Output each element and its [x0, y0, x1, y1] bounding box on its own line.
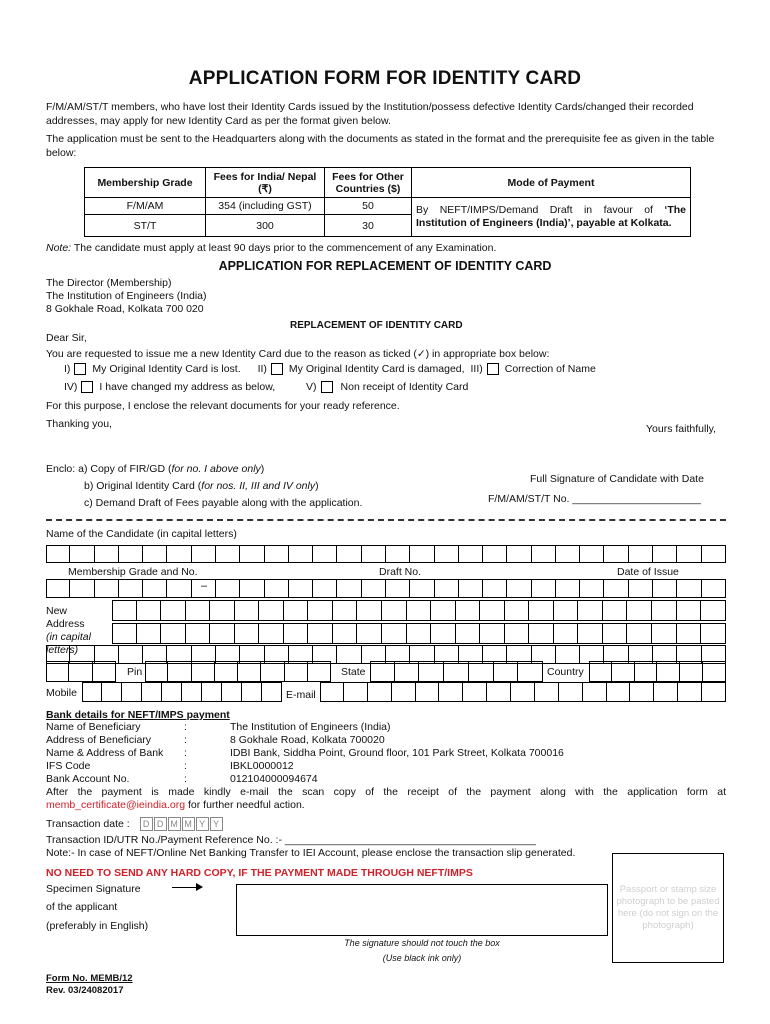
char-cell[interactable] — [238, 661, 261, 682]
transaction-date-field[interactable] — [140, 817, 224, 831]
reason-number: III) — [470, 363, 483, 375]
char-cell[interactable] — [242, 682, 262, 702]
char-cell[interactable] — [444, 661, 469, 682]
intro-paragraph-2: The application must be sent to the Headquarters along with the documents as stated in the format and the prerequisite fee as given in the table below: — [46, 133, 715, 159]
salutation: Dear Sir, — [46, 332, 87, 344]
subject-heading: REPLACEMENT OF IDENTITY CARD — [290, 320, 463, 331]
char-cell[interactable] — [469, 661, 494, 682]
char-cell[interactable] — [419, 661, 444, 682]
char-cell[interactable] — [357, 600, 382, 621]
char-cell[interactable] — [431, 600, 456, 621]
address-grid-2[interactable] — [112, 623, 726, 644]
char-cell[interactable] — [93, 661, 116, 682]
char-cell[interactable] — [145, 661, 168, 682]
char-cell[interactable] — [362, 545, 386, 563]
char-cell[interactable] — [507, 579, 531, 598]
pin-label: Pin — [127, 666, 143, 678]
char-cell[interactable] — [652, 623, 677, 644]
date-box[interactable]: D — [154, 817, 167, 831]
enclosure-text: a) Copy of FIR/GD ( — [78, 463, 172, 475]
no-hard-copy-notice: NO NEED TO SEND ANY HARD COPY, IF THE PAYMENT MADE THROUGH NEFT/IMPS — [46, 867, 473, 879]
date-box[interactable]: Y — [196, 817, 209, 831]
reason-label: Non receipt of Identity Card — [340, 381, 469, 393]
char-cell[interactable] — [653, 579, 677, 598]
fee-cell: ST/T — [85, 215, 206, 237]
date-box[interactable]: M — [182, 817, 195, 831]
transaction-date-row — [46, 817, 224, 831]
char-cell[interactable] — [186, 600, 211, 621]
bank-value: 012104000094674 — [230, 773, 318, 785]
arrow-head-icon — [196, 883, 203, 891]
full-signature-label: Full Signature of Candidate with Date — [530, 473, 704, 485]
char-cell[interactable] — [333, 623, 358, 644]
enclosure-text: b) Original Identity Card ( — [84, 480, 202, 492]
char-cell[interactable] — [554, 623, 579, 644]
char-cell[interactable] — [337, 579, 361, 598]
country-grid[interactable] — [589, 661, 726, 682]
char-cell[interactable] — [604, 545, 628, 563]
char-cell[interactable] — [216, 579, 240, 598]
char-cell[interactable] — [143, 545, 167, 563]
fee-mode-cell — [412, 198, 691, 237]
state-grid[interactable] — [370, 661, 543, 682]
country-label: Country — [547, 666, 584, 678]
char-cell[interactable] — [46, 661, 69, 682]
char-cell[interactable] — [407, 600, 432, 621]
neft-note: Note:- In case of NEFT/Online Net Banking Transfer to IEI Account, please enclose the transaction slip generated. — [46, 847, 576, 859]
char-cell[interactable] — [308, 623, 333, 644]
date-box[interactable]: M — [168, 817, 181, 831]
enclo-label: Enclo: — [46, 463, 76, 475]
char-cell[interactable] — [119, 645, 143, 664]
char-cell[interactable] — [677, 600, 702, 621]
char-cell[interactable] — [284, 600, 309, 621]
fee-header-mode: Mode of Payment — [412, 168, 691, 198]
char-cell[interactable] — [630, 682, 654, 702]
char-cell[interactable] — [416, 682, 440, 702]
char-cell[interactable] — [518, 661, 543, 682]
char-cell[interactable] — [313, 545, 337, 563]
specimen-signature-label: Specimen Signature — [46, 883, 141, 895]
char-cell[interactable] — [480, 623, 505, 644]
char-cell[interactable] — [627, 623, 652, 644]
further-text: for further needful action. — [185, 799, 305, 811]
char-cell[interactable] — [210, 623, 235, 644]
char-cell[interactable] — [70, 579, 94, 598]
char-cell[interactable] — [333, 600, 358, 621]
char-cell[interactable] — [320, 682, 344, 702]
char-cell[interactable] — [235, 623, 260, 644]
char-cell[interactable] — [532, 579, 556, 598]
char-cell[interactable] — [677, 623, 702, 644]
mobile-label: Mobile — [46, 687, 77, 699]
char-cell[interactable] — [167, 579, 191, 598]
fee-cell: 354 (including GST) — [206, 198, 325, 215]
char-cell[interactable] — [578, 600, 603, 621]
char-cell[interactable] — [382, 600, 407, 621]
reason-label: My Original Identity Card is damaged, — [288, 363, 465, 375]
char-cell[interactable] — [407, 623, 432, 644]
form-number: Form No. MEMB/12 — [46, 973, 133, 984]
char-cell[interactable] — [122, 682, 142, 702]
fee-header-india: Fees for India/ Nepal (₹) — [206, 168, 325, 198]
char-cell[interactable] — [70, 545, 94, 563]
char-cell[interactable] — [82, 682, 102, 702]
char-cell[interactable] — [308, 600, 333, 621]
char-cell[interactable] — [344, 682, 368, 702]
char-cell[interactable] — [289, 545, 313, 563]
bank-colon: : — [184, 721, 187, 733]
fee-cell: 30 — [325, 215, 412, 237]
enclosure-a: Enclo: a) Copy of FIR/GD (for no. I above only) — [46, 463, 265, 475]
char-cell[interactable] — [607, 682, 631, 702]
char-cell[interactable] — [69, 661, 92, 682]
address-block — [46, 277, 207, 316]
char-cell[interactable] — [210, 600, 235, 621]
reason-row-2 — [64, 381, 468, 394]
char-cell[interactable] — [463, 682, 487, 702]
photo-box[interactable] — [612, 853, 724, 963]
char-cell[interactable] — [222, 682, 242, 702]
char-cell[interactable] — [702, 682, 726, 702]
reason-number: I) — [64, 363, 71, 375]
membership-email-link[interactable]: memb_certificate@ieindia.org — [46, 799, 186, 811]
date-box[interactable]: D — [140, 817, 153, 831]
char-cell[interactable] — [102, 682, 122, 702]
enclosure-italic: for no. I above only — [171, 463, 261, 475]
bank-colon: : — [184, 747, 187, 759]
char-cell[interactable] — [459, 579, 483, 598]
char-cell[interactable] — [161, 623, 186, 644]
char-cell[interactable] — [483, 579, 507, 598]
mode-text: By NEFT/IMPS/Demand Draft in favour of — [416, 204, 653, 216]
bank-details — [46, 721, 726, 786]
reason-checkbox-address[interactable] — [81, 381, 93, 393]
pin-prefix-grid[interactable] — [46, 661, 116, 682]
char-cell[interactable] — [459, 545, 483, 563]
char-cell[interactable] — [635, 661, 658, 682]
char-cell[interactable] — [456, 623, 481, 644]
char-cell[interactable] — [532, 545, 556, 563]
char-cell[interactable] — [284, 623, 309, 644]
fee-table — [84, 167, 691, 237]
char-cell[interactable] — [556, 545, 580, 563]
char-cell[interactable] — [612, 661, 635, 682]
char-cell[interactable] — [259, 623, 284, 644]
char-cell[interactable] — [168, 661, 191, 682]
char-cell[interactable] — [556, 579, 580, 598]
char-cell[interactable] — [507, 545, 531, 563]
membership-number-line[interactable]: F/M/AM/ST/T No. ______________________ — [488, 493, 701, 505]
reason-number: V) — [306, 381, 317, 393]
section-title: APPLICATION FOR REPLACEMENT OF IDENTITY CARD — [218, 259, 552, 273]
bank-label: Bank Account No. — [46, 773, 130, 785]
reason-checkbox-name[interactable] — [487, 363, 499, 375]
char-cell[interactable] — [629, 579, 653, 598]
reason-number: II) — [257, 363, 267, 375]
char-cell[interactable] — [511, 682, 535, 702]
reason-label: Correction of Name — [504, 363, 596, 375]
char-cell[interactable] — [46, 579, 70, 598]
char-cell[interactable] — [603, 623, 628, 644]
char-cell[interactable] — [235, 600, 260, 621]
reason-row-1 — [64, 363, 596, 376]
char-cell[interactable] — [262, 682, 282, 702]
purpose-text: For this purpose, I enclose the relevant documents for your ready reference. — [46, 400, 400, 412]
char-cell[interactable] — [215, 661, 238, 682]
char-cell[interactable] — [313, 579, 337, 598]
char-cell[interactable] — [119, 545, 143, 563]
char-cell[interactable] — [182, 682, 202, 702]
char-cell[interactable] — [554, 600, 579, 621]
char-cell[interactable] — [167, 545, 191, 563]
mobile-grid[interactable] — [82, 682, 282, 702]
char-cell[interactable] — [529, 600, 554, 621]
char-cell[interactable] — [556, 645, 580, 664]
char-cell[interactable] — [701, 623, 726, 644]
address-line: The Director (Membership) — [46, 277, 172, 289]
char-cell[interactable] — [142, 682, 162, 702]
char-cell[interactable] — [289, 579, 313, 598]
char-cell[interactable] — [702, 579, 726, 598]
char-cell[interactable] — [357, 623, 382, 644]
char-cell[interactable] — [186, 623, 211, 644]
char-cell[interactable] — [629, 545, 653, 563]
char-cell[interactable] — [112, 600, 137, 621]
bank-label: Address of Beneficiary — [46, 734, 152, 746]
mode-bold-text: ‘The Institution of Engineers (India)’, payable at Kolkata. — [416, 204, 687, 229]
char-cell[interactable] — [677, 545, 701, 563]
char-cell[interactable] — [431, 623, 456, 644]
char-cell[interactable] — [216, 545, 240, 563]
char-cell[interactable] — [678, 682, 702, 702]
char-cell[interactable] — [395, 661, 420, 682]
char-cell[interactable] — [192, 661, 215, 682]
char-cell[interactable] — [46, 545, 70, 563]
enclosure-italic: for nos. II, III and IV only — [201, 480, 316, 492]
char-cell[interactable] — [112, 623, 137, 644]
char-cell[interactable] — [143, 579, 167, 598]
char-cell[interactable] — [505, 600, 530, 621]
char-cell[interactable] — [337, 645, 361, 664]
page-title: APPLICATION FORM FOR IDENTITY CARD — [188, 68, 582, 89]
note-text: The candidate must apply at least 90 days prior to the commencement of any Examination. — [71, 242, 497, 254]
char-cell[interactable] — [529, 623, 554, 644]
bank-value: 8 Gokhale Road, Kolkata 700020 — [230, 734, 385, 746]
char-cell[interactable] — [410, 579, 434, 598]
char-cell[interactable] — [95, 579, 119, 598]
reason-label: My Original Identity Card is lost. — [92, 363, 241, 375]
char-cell[interactable] — [559, 682, 583, 702]
date-of-issue-label: Date of Issue — [617, 566, 679, 578]
note-line — [46, 242, 496, 255]
char-cell[interactable] — [285, 661, 308, 682]
new-address-text: New Address — [46, 605, 85, 630]
char-cell[interactable] — [494, 661, 519, 682]
char-cell[interactable] — [702, 545, 726, 563]
bank-value: IDBI Bank, Siddha Point, Ground floor, 101 Park Street, Kolkata 700016 — [230, 747, 564, 759]
intro-paragraph-1: F/M/AM/ST/T members, who have lost their Identity Cards issued by the Institution/possess defective Identity Cards/changed their recorded addresses, may apply for new Identity Card as per the format given below. — [46, 101, 694, 127]
reason-number: IV) — [64, 381, 78, 393]
draft-number-label: Draft No. — [379, 566, 422, 578]
char-cell[interactable] — [259, 600, 284, 621]
note-label: Note: — [46, 242, 72, 254]
preferably-english-label: (preferably in English) — [46, 920, 149, 932]
char-cell[interactable] — [162, 682, 182, 702]
grade-draft-date-grid[interactable] — [46, 579, 726, 598]
address-line: 8 Gokhale Road, Kolkata 700 020 — [46, 303, 204, 315]
bank-colon: : — [184, 760, 187, 772]
char-cell[interactable] — [627, 600, 652, 621]
char-cell[interactable] — [483, 545, 507, 563]
state-label: State — [341, 666, 366, 678]
fee-header-grade: Membership Grade — [85, 168, 206, 198]
signature-box[interactable] — [236, 884, 608, 936]
char-cell[interactable] — [137, 623, 162, 644]
char-cell[interactable] — [265, 545, 289, 563]
fee-cell: 50 — [325, 198, 412, 215]
char-cell[interactable] — [703, 661, 726, 682]
char-cell[interactable] — [652, 600, 677, 621]
char-cell[interactable] — [392, 682, 416, 702]
after-payment-text — [46, 786, 726, 812]
bank-colon: : — [184, 734, 187, 746]
char-cell[interactable] — [680, 661, 703, 682]
in-capital-text: (in capital letters) — [46, 631, 91, 656]
char-cell[interactable] — [240, 545, 264, 563]
char-cell[interactable] — [435, 579, 459, 598]
char-cell[interactable] — [480, 600, 505, 621]
enclosure-b: b) Original Identity Card (for nos. II, III and IV only) — [84, 480, 319, 492]
char-cell[interactable] — [261, 661, 284, 682]
char-cell[interactable] — [578, 623, 603, 644]
char-cell[interactable] — [589, 661, 612, 682]
bank-label: IFS Code — [46, 760, 91, 772]
char-cell[interactable] — [657, 661, 680, 682]
ink-note: (Use black ink only) — [382, 953, 462, 963]
transaction-date-label: Transaction date : — [46, 817, 130, 830]
email-grid[interactable] — [320, 682, 726, 702]
address-line: The Institution of Engineers (India) — [46, 290, 207, 302]
after-payment-line: After the payment is made kindly e-mail the scan copy of the receipt of the payment along with the application form at — [46, 786, 726, 798]
char-cell[interactable] — [161, 600, 186, 621]
reason-label: I have changed my address as below, — [99, 381, 276, 393]
char-cell[interactable] — [456, 600, 481, 621]
reason-checkbox-nonreceipt[interactable] — [321, 381, 333, 393]
grade-number-label: Membership Grade and No. — [68, 566, 198, 578]
char-cell[interactable] — [370, 661, 395, 682]
divider — [46, 519, 726, 521]
bank-value: IBKL0000012 — [230, 760, 294, 772]
bank-label: Name of Beneficiary — [46, 721, 141, 733]
bank-heading: Bank details for NEFT/IMPS payment — [46, 709, 230, 721]
char-cell[interactable] — [368, 682, 392, 702]
char-cell[interactable] — [337, 545, 361, 563]
char-cell[interactable] — [435, 545, 459, 563]
char-cell[interactable] — [583, 682, 607, 702]
bank-colon: : — [184, 773, 187, 785]
email-label: E-mail — [286, 689, 316, 701]
char-cell[interactable] — [654, 682, 678, 702]
date-box[interactable]: Y — [210, 817, 223, 831]
char-cell[interactable] — [119, 579, 143, 598]
char-cell[interactable] — [308, 661, 331, 682]
char-cell[interactable] — [603, 600, 628, 621]
char-cell[interactable] — [192, 545, 216, 563]
char-cell[interactable] — [439, 682, 463, 702]
char-cell[interactable] — [677, 579, 701, 598]
char-cell[interactable] — [362, 579, 386, 598]
reason-checkbox-damaged[interactable] — [271, 363, 283, 375]
pin-grid[interactable] — [145, 661, 331, 682]
char-cell[interactable] — [604, 579, 628, 598]
char-cell[interactable] — [505, 623, 530, 644]
separator-dash: – — [201, 580, 208, 592]
char-cell[interactable] — [95, 545, 119, 563]
bank-value: The Institution of Engineers (India) — [230, 721, 391, 733]
char-cell[interactable] — [580, 579, 604, 598]
char-cell[interactable] — [386, 545, 410, 563]
applicant-label: of the applicant — [46, 901, 118, 913]
address-grid-1[interactable] — [112, 600, 726, 621]
char-cell[interactable] — [580, 545, 604, 563]
photo-placeholder-text: Passport or stamp size photograph to be pasted here (do not sign on the photograph) — [616, 884, 720, 931]
char-cell[interactable] — [410, 545, 434, 563]
char-cell[interactable] — [240, 579, 264, 598]
revision: Rev. 03/24082017 — [46, 985, 124, 996]
fee-cell: F/M/AM — [85, 198, 206, 215]
yours-faithfully: Yours faithfully, — [646, 423, 717, 435]
reason-checkbox-lost[interactable] — [74, 363, 86, 375]
fee-cell: 300 — [206, 215, 325, 237]
enclosure-c: c) Demand Draft of Fees payable along with the application. — [84, 497, 363, 509]
char-cell[interactable] — [653, 545, 677, 563]
thanking-text: Thanking you, — [46, 418, 112, 430]
name-label: Name of the Candidate (in capital letters) — [46, 528, 237, 540]
signature-note: The signature should not touch the box — [344, 938, 500, 948]
char-cell[interactable] — [701, 600, 726, 621]
char-cell[interactable] — [137, 600, 162, 621]
name-grid[interactable] — [46, 545, 726, 563]
char-cell[interactable] — [487, 682, 511, 702]
request-text: You are requested to issue me a new Identity Card due to the reason as ticked (✓) in appropriate box below: — [46, 348, 550, 360]
bank-label: Name & Address of Bank — [46, 747, 164, 759]
char-cell[interactable] — [386, 579, 410, 598]
char-cell[interactable] — [535, 682, 559, 702]
char-cell[interactable] — [265, 579, 289, 598]
char-cell[interactable] — [382, 623, 407, 644]
transaction-id-line[interactable]: Transaction ID/UTR No./Payment Reference No. :- ___________________________________________ — [46, 834, 536, 846]
fee-header-other: Fees for Other Countries ($) — [325, 168, 412, 198]
char-cell[interactable] — [202, 682, 222, 702]
